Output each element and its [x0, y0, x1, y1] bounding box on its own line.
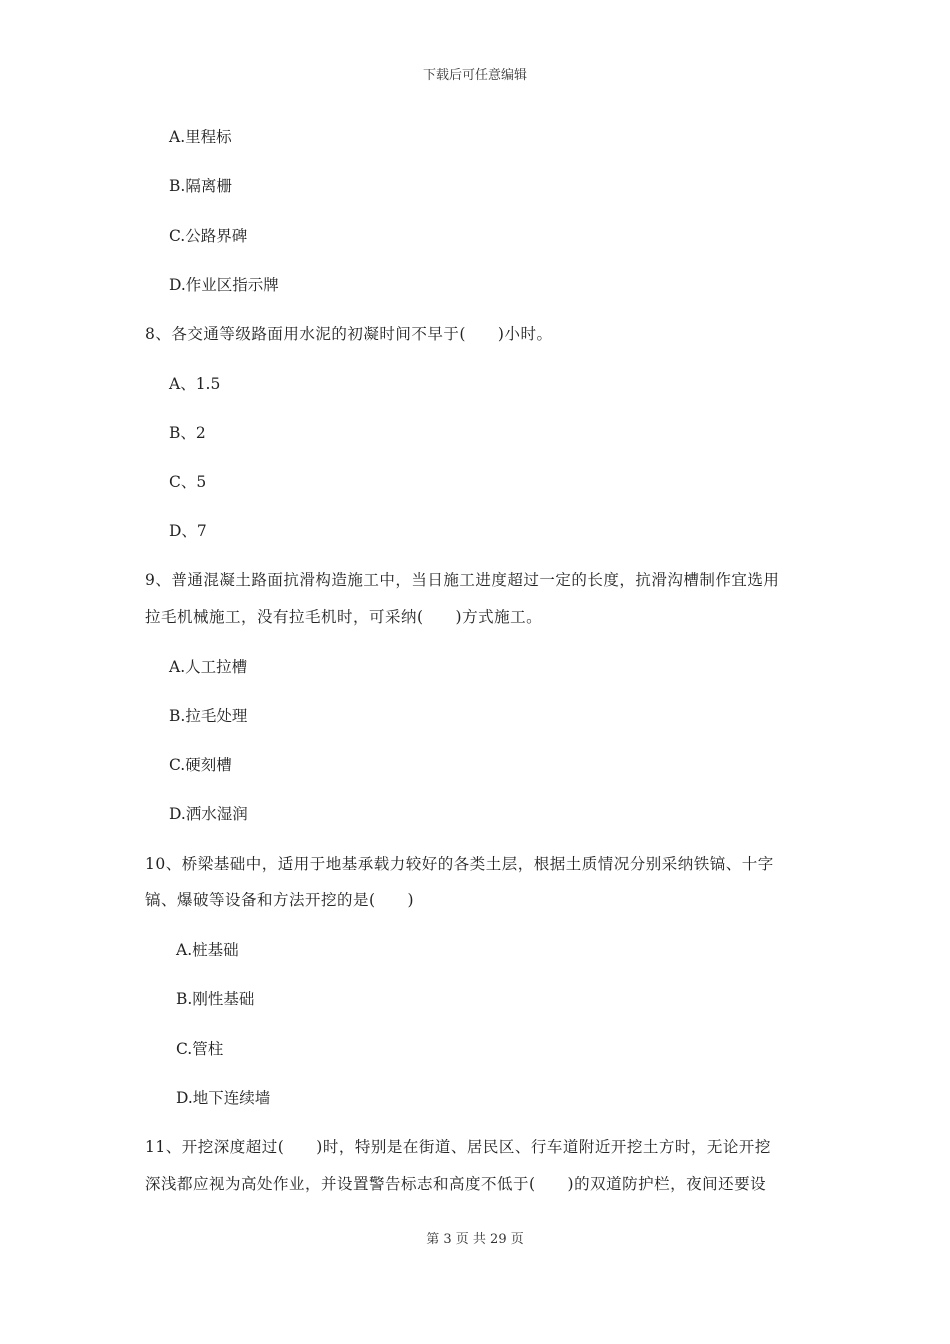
question-10-line-2: 镐、爆破等设备和方法开挖的是( ) [145, 891, 415, 909]
page-footer: 第 3 页 共 29 页 [426, 1232, 524, 1247]
question-10-line-1: 10、桥梁基础中，适用于地基承载力较好的各类土层，根据土质情况分别采纳铁镐、十字 [145, 855, 774, 873]
option-8b: B、2 [169, 424, 206, 442]
option-7b: B.隔离栅 [169, 177, 232, 195]
question-11-line-1: 11、开挖深度超过( )时，特别是在街道、居民区、行车道附近开挖土方时，无论开挖 [145, 1138, 771, 1156]
page-header: 下载后可任意编辑 [422, 68, 527, 83]
option-8d: D、7 [169, 522, 207, 540]
option-9d: D.洒水湿润 [169, 805, 248, 823]
option-8a: A、1.5 [169, 375, 221, 393]
option-7a: A.里程标 [169, 128, 232, 146]
question-9-line-1: 9、普通混凝土路面抗滑构造施工中，当日施工进度超过一定的长度，抗滑沟槽制作宜选用 [145, 571, 780, 589]
option-9a: A.人工拉槽 [169, 658, 248, 676]
option-10c: C.管柱 [176, 1040, 224, 1058]
option-8c: C、5 [169, 473, 207, 491]
option-9b: B.拉毛处理 [169, 707, 248, 725]
question-8: 8、各交通等级路面用水泥的初凝时间不早于( )小时。 [145, 325, 553, 343]
option-10d: D.地下连续墙 [176, 1089, 271, 1107]
question-9-line-2: 拉毛机械施工，没有拉毛机时，可采纳( )方式施工。 [145, 608, 543, 626]
option-10a: A.桩基础 [176, 941, 239, 959]
option-7d: D.作业区指示牌 [169, 276, 279, 294]
option-9c: C.硬刻槽 [169, 756, 232, 774]
question-11-line-2: 深浅都应视为高处作业，并设置警告标志和高度不低于( )的双道防护栏，夜间还要设 [145, 1175, 767, 1193]
option-7c: C.公路界碑 [169, 227, 248, 245]
option-10b: B.刚性基础 [176, 990, 255, 1008]
